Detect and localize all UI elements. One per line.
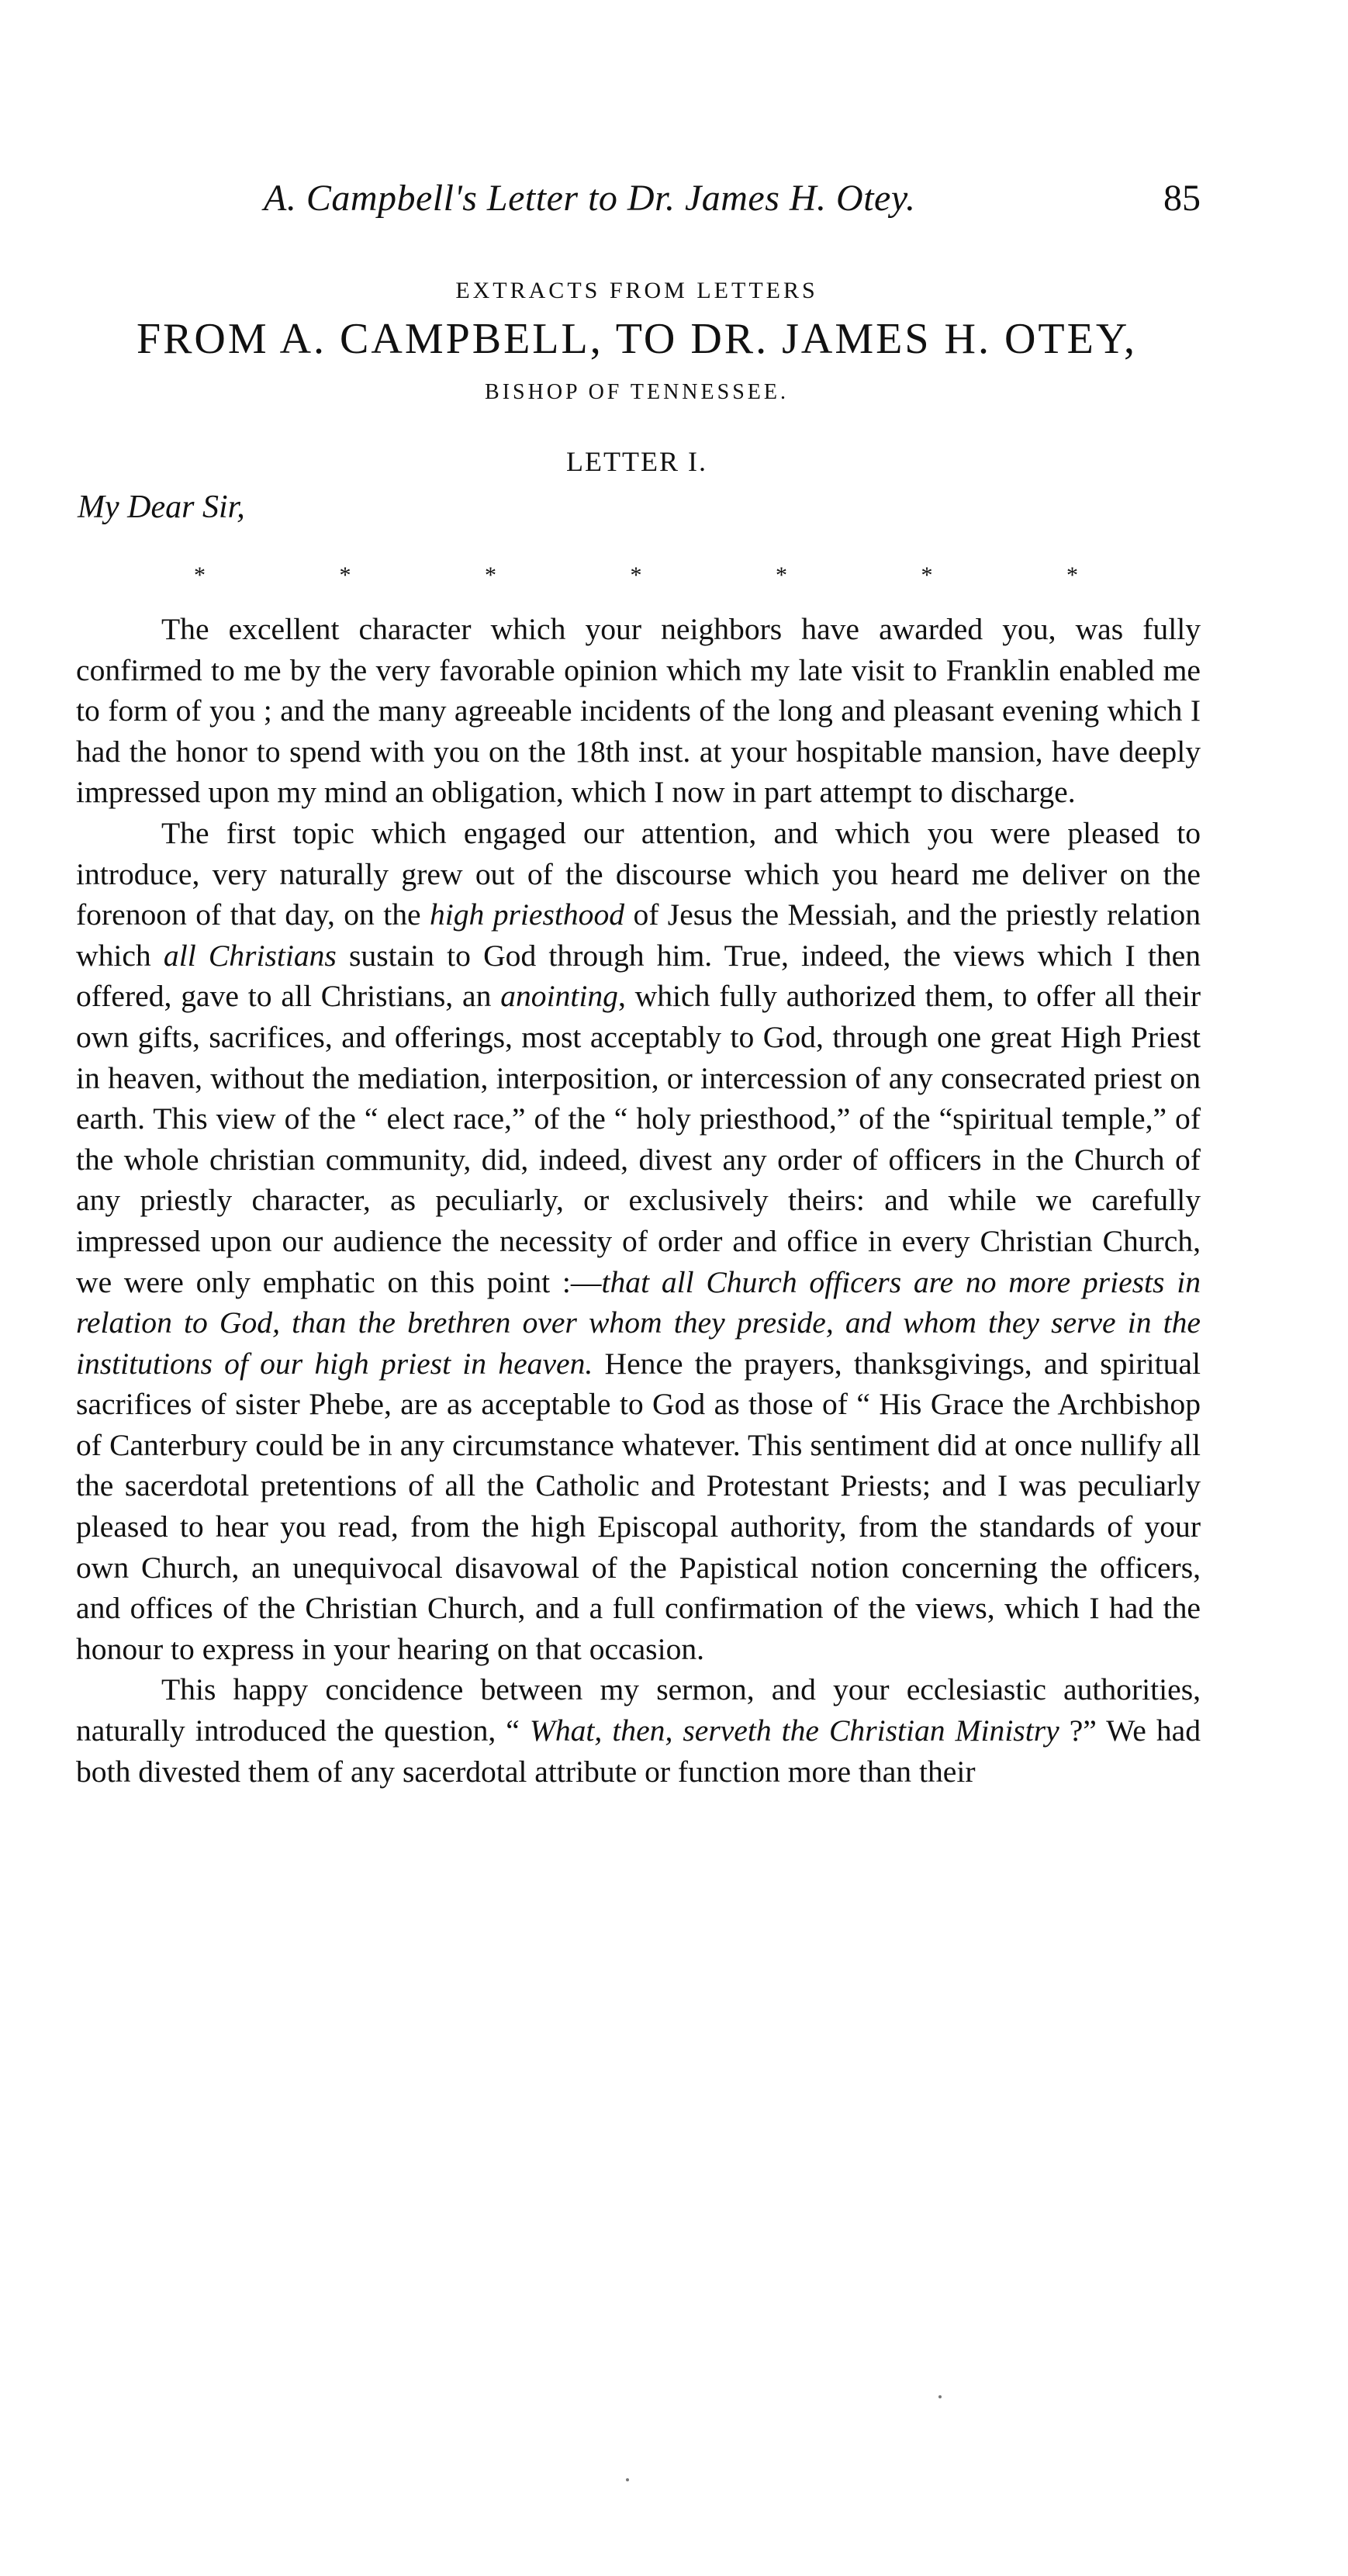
paragraph-1	[76, 609, 1201, 813]
paragraph-2	[76, 813, 1201, 1669]
text-run: of Jesus the Messiah, and the priestly relation which	[76, 897, 1201, 973]
asterisk: *	[1066, 562, 1078, 588]
running-head	[0, 177, 1348, 226]
text-run: , which fully authorized them, to offer all their own gifts, sacrifices, and offerings, most acceptably to God, through one great High Priest in heaven, without the mediation, interposition, or intercession of any consecrated priest on earth. This view of the “ elect race,” of the “ holy priesthood,” of the “spiritual temple,” of the whole christian community, did, indeed, divest any order of officers in the Church of any priestly character, as peculiarly, or exclusively theirs: and while we carefully impressed upon our audience the necessity of order and office in every Christian Church, we were only emphatic on this point :—	[76, 979, 1201, 1299]
text-run: ?” We had both divested them of any sacerdotal attribute or function more than their	[76, 1713, 1201, 1789]
heading-subtitle: BISHOP OF TENNESSEE.	[485, 380, 789, 404]
asterisk: *	[630, 562, 642, 588]
text-run: The excellent character which your neighbors have awarded you, was fully confirmed to me by the very favorable opinion which my late visit to Franklin enabled me to form of you ; and the many agreeable incidents of the long and pleasant evening which I had the honor to spend with you on the 18th inst. at your hospitable mansion, have deeply impressed upon my mind an obligation, which I now in part attempt to discharge.	[76, 612, 1201, 810]
letter-label: LETTER I.	[566, 446, 707, 477]
italic-text-run: all Christians	[163, 938, 337, 973]
asterisk: *	[776, 562, 787, 588]
print-speck	[938, 2395, 942, 2398]
letter-body	[76, 609, 1201, 1792]
running-title: A. Campbell's Letter to Dr. James H. Otey.	[264, 178, 916, 219]
text-run: This happy concidence between my sermon, and your ecclesiastic authorities, naturally introduced the question, “	[76, 1672, 1201, 1748]
page-number: 85	[1163, 178, 1201, 219]
italic-text-run: What, then, serveth the Christian Ministry	[529, 1713, 1059, 1748]
text-run: sustain to God through him. True, indeed, the views which I then offered, gave to all Christians, an	[76, 938, 1201, 1014]
print-speck	[626, 2478, 629, 2481]
asterisk: *	[921, 562, 933, 588]
text-run: Hence the prayers, thanksgivings, and spiritual sacrifices of sister Phebe, are as acceptable to God as those of “ His Grace the Archbishop of Canterbury could be in any circumstance whatever. This sentiment did at once nullify all the sacerdotal pretentions of all the Catholic and Protestant Priests; and I was peculiarly pleased to hear you read, from the high Episcopal authority, from the standards of your own Church, an unequivocal disavowal of the Papistical notion concerning the officers, and offices of the Christian Church, and a full confirmation of the views, which I had the honour to express in your hearing on that occasion.	[76, 1346, 1201, 1666]
text-run: The first topic which engaged our attention, and which you were pleased to introduce, very naturally grew out of the discourse which you heard me deliver on the forenoon of that day, on the	[76, 815, 1201, 932]
asterisk-row	[194, 562, 1078, 589]
asterisk: *	[485, 562, 496, 588]
heading-title: FROM A. CAMPBELL, TO DR. JAMES H. OTEY,	[136, 315, 1138, 363]
asterisk: *	[194, 562, 206, 588]
paragraph-3	[76, 1669, 1201, 1792]
italic-text-run: that all Church officers are no more priests in relation to God, than the brethren over whom they preside, and whom they serve in the institutions of our high priest in heaven.	[76, 1264, 1201, 1381]
italic-text-run: high priesthood	[429, 897, 625, 932]
heading-kicker: EXTRACTS FROM LETTERS	[455, 278, 818, 303]
italic-text-run: anointing	[500, 979, 618, 1014]
asterisk: *	[339, 562, 351, 588]
salutation: My Dear Sir,	[78, 489, 245, 525]
